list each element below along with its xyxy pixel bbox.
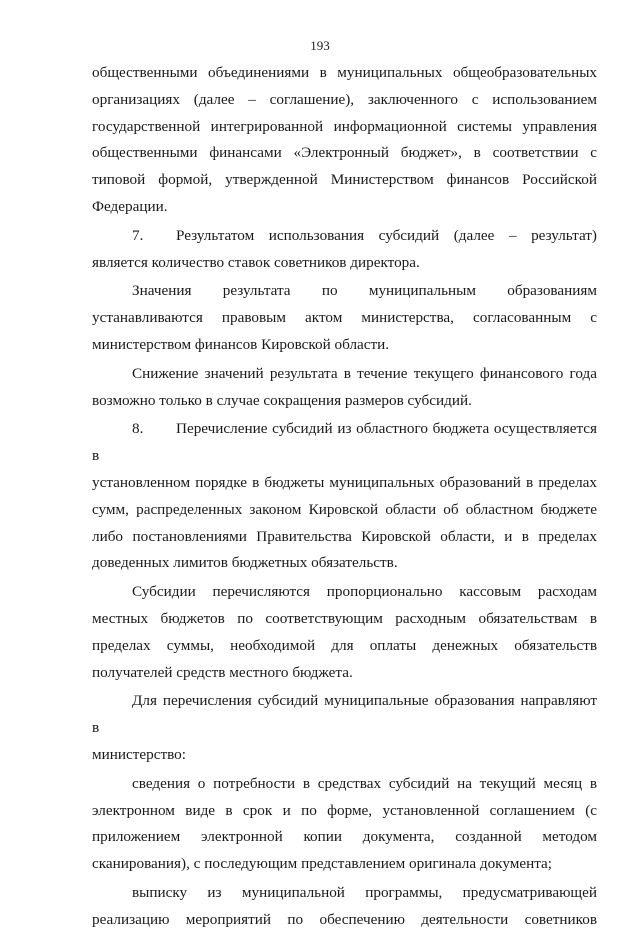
text-line: Субсидии перечисляются пропорционально кассовым расходам: [132, 583, 597, 601]
paragraph: [92, 771, 597, 878]
text-line: общественными объединениями в муниципальных общеобразовательных: [92, 64, 597, 81]
document-body: [92, 60, 597, 934]
text-line: приложением электронной копии документа, созданной методом: [92, 828, 597, 846]
paragraph-continuation: [92, 60, 597, 221]
page-number: 193: [310, 38, 330, 53]
paragraph: [92, 278, 597, 358]
text-line: электронном виде в срок и по форме, установленной соглашением (с: [92, 801, 597, 819]
text-line: Для перечисления субсидий муниципальные образования направляют в: [92, 692, 597, 737]
text-line: Значения результата по муниципальным образованиям: [132, 282, 597, 300]
paragraph: [92, 579, 597, 686]
paragraph: [92, 361, 597, 415]
text-line: возможно только в случае сокращения размеров субсидий.: [92, 391, 472, 409]
text-line: устанавливаются правовым актом министерства, согласованным с: [92, 309, 597, 327]
text-line: реализацию мероприятий по обеспечению деятельности советников: [92, 910, 597, 928]
paragraph: [92, 880, 597, 934]
text-line: типовой формой, утвержденной Министерством финансов Российской: [92, 171, 597, 189]
paragraph-item-8: [92, 416, 597, 577]
text-line: доведенных лимитов бюджетных обязательств.: [92, 554, 398, 572]
text-line: местных бюджетов по соответствующим расходным обязательствам в: [92, 609, 597, 627]
text-line: выписку из муниципальной программы, предусматривающей: [132, 883, 597, 901]
text-line: Снижение значений результата в течение текущего финансового года: [132, 364, 597, 382]
text-line: сканирования), с последующим представлением оригинала документа;: [92, 855, 552, 873]
text-line: сведения о потребности в средствах субсидий на текущий месяц в: [132, 774, 597, 792]
text-line-content: Перечисление субсидий из областного бюджета осуществляется в: [92, 420, 597, 465]
text-line: государственной интегрированной информационной системы управления: [92, 117, 597, 135]
text-line: министерством финансов Кировской области.: [92, 335, 390, 353]
item-number: 8.: [132, 420, 144, 438]
text-line: организациях (далее – соглашение), заключенного с использованием: [92, 90, 597, 108]
text-line: министерство:: [92, 745, 186, 763]
text-line: Федерации.: [92, 197, 168, 215]
paragraph-item-7: [92, 223, 597, 277]
text-line-content: Результатом использования субсидий (далее – результат): [176, 226, 597, 244]
text-line: получателей средств местного бюджета.: [92, 663, 353, 681]
text-line: [92, 223, 597, 250]
text-line: либо постановлениями Правительства Кировской области, и в пределах: [92, 527, 597, 545]
text-line: является количество ставок советников директора.: [92, 253, 420, 271]
paragraph: [92, 688, 597, 768]
text-line: [92, 416, 597, 470]
text-line: пределах суммы, необходимой для оплаты денежных обязательств: [92, 636, 597, 654]
text-line: сумм, распределенных законом Кировской области об областном бюджете: [92, 500, 597, 518]
text-line: общественными финансами «Электронный бюджет», в соответствии с: [92, 144, 597, 162]
item-number: 7.: [132, 226, 144, 244]
text-line: установленном порядке в бюджеты муниципальных образований в пределах: [92, 473, 597, 491]
